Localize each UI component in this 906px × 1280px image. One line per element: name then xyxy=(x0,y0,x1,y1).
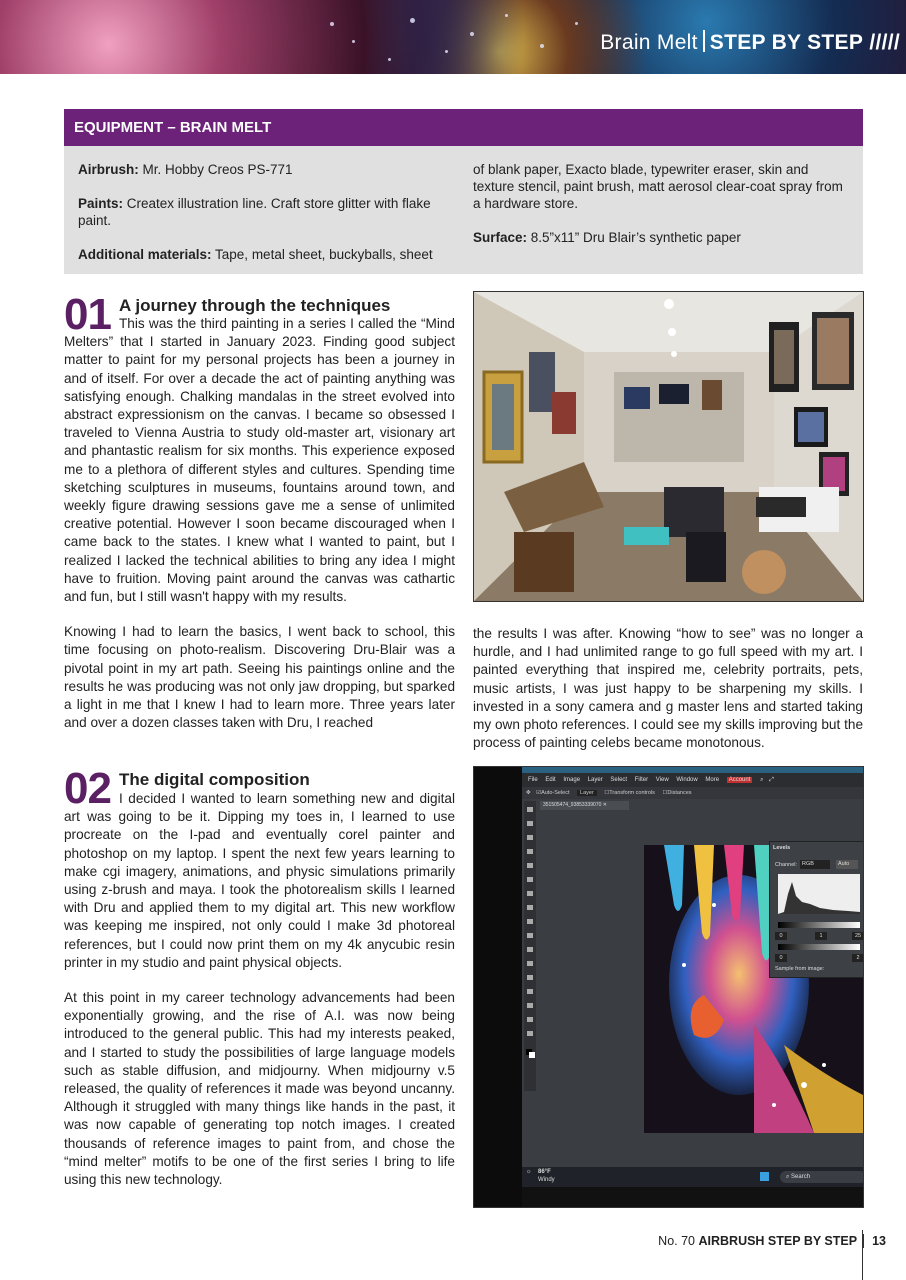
taskbar-search[interactable] xyxy=(780,1171,864,1183)
taskbar-search-icon: ⌕ xyxy=(786,1174,792,1180)
section-2-paragraph-2: At this point in my career technology advancements had been exponentially growing, and the rise of A.I. was now being introduced to the general public. This had my interests peaked, and I started to study the possibilities of large language models such as stable diffusion, and midjourny. When midjourny v.5 released, the quality of references it made was beyond uncanny. Although it struggled with many things like hands in the past, it was now capable of generating top notch images. I created thousands of reference images to paint from, and chose the “mind melter” motifs to be one of the first series I bring to life using this new technology. xyxy=(64,990,455,1188)
search-icon[interactable]: ⌕ xyxy=(760,777,764,783)
section-2-number: 02 xyxy=(64,764,111,813)
transform-checkbox[interactable]: ☐ xyxy=(604,790,610,796)
levels-input-gamma[interactable]: 1 xyxy=(815,932,827,940)
page-number: 13 xyxy=(863,1234,886,1248)
windows-start-icon[interactable] xyxy=(760,1172,769,1181)
equipment-additional xyxy=(78,246,438,263)
levels-title: Levels xyxy=(773,845,791,851)
studio-photo xyxy=(473,291,864,602)
header-slashes: ///// xyxy=(869,31,900,54)
auto-button[interactable]: Auto xyxy=(836,860,858,869)
menu-view[interactable]: View xyxy=(655,777,669,783)
weather-icon: ☼ xyxy=(526,1169,532,1175)
menu-select[interactable]: Select xyxy=(610,777,628,783)
histogram xyxy=(778,874,860,914)
header-banner xyxy=(0,0,906,74)
output-slider[interactable] xyxy=(778,944,860,950)
header-title-light: Brain Melt xyxy=(600,31,698,54)
footer-magazine: AIRBRUSH STEP BY STEP xyxy=(698,1234,858,1248)
close-icon[interactable]: ✕ xyxy=(602,802,607,808)
taskbar xyxy=(522,1167,863,1187)
weather-temp: 86°F xyxy=(538,1169,551,1175)
section-2-paragraph-1: I decided I wanted to learn something new and digital art was going to be it. Dipping my toes in, I learned to use procreate on the I-pad and eventually corel painter and photoshop on my laptop. I spent the next few years learning to make cgi imagery, animations, and physic simulations primarily using z-brush and maya. I took the photorealism skills I learned with Dru and applied them to my digital art. This new workflow was keeping me inspired, not only could I make 3d photoreal references, but I could now print them on my 4k anycubic resin printer in my studio and paint physical objects. xyxy=(64,791,455,970)
equipment-left-column xyxy=(78,161,438,280)
additional-value-continued: of blank paper, Exacto blade, typewriter eraser, skin and texture stencil, paint brush, matt aerosol clear-coat spray from a hardware store. xyxy=(473,162,843,211)
airbrush-value: Mr. Hobby Creos PS-771 xyxy=(138,162,293,177)
channel-select[interactable]: RGB xyxy=(800,860,830,869)
menu-file[interactable]: File xyxy=(528,777,538,783)
transform-label: Transform controls xyxy=(609,790,655,796)
section-1-text xyxy=(64,315,455,749)
sample-label: Sample from image: xyxy=(775,966,825,972)
channel-label: Channel: xyxy=(775,862,798,868)
paints-label: Paints: xyxy=(78,196,124,211)
surface-value: 8.5”x11” Dru Blair’s synthetic paper xyxy=(527,230,741,245)
section-1-paragraph-1: This was the third painting in a series I called the “Mind Melters” that I started in January 2023. Finding good subject matter to paint for my personal projects has been a journey in and of itself. For over a decade the act of painting anything was satisfying enough. Chalking mandalas in the street evolved into abstract expressionism on the canvas. I became so obsessed I traveled to Vienna Austria to study old-master art, visionary art and phantastic realism for six months. This experience exposed me to a plethora of different styles and cultures. Spending time sketching sculptures in museums, fountains around town, and weekly figure drawing sessions gave me a sense of unlimited creative potential. However I soon became discouraged when I came back to the states. I knew what I wanted to paint, but I realized I lacked the technical abilities to bring any idea I might have to fruition. Moving paint around the canvas was cathartic and fun, but I still wasn't happy with my results. xyxy=(64,316,455,605)
section-2-title: The digital composition xyxy=(119,770,310,789)
file-tab[interactable] xyxy=(540,801,629,810)
equipment-surface xyxy=(473,229,845,246)
equipment-right-column xyxy=(473,161,845,263)
levels-output-white[interactable]: 2 xyxy=(852,954,864,962)
menu-image[interactable]: Image xyxy=(563,777,581,783)
menu-edit[interactable]: Edit xyxy=(545,777,556,783)
header-title-bold: STEP BY STEP xyxy=(709,31,864,54)
levels-input-white[interactable]: 25 xyxy=(852,932,864,940)
taskbar-search-label: Search xyxy=(791,1174,811,1180)
layer-select[interactable]: Layer xyxy=(577,790,597,796)
airbrush-label: Airbrush: xyxy=(78,162,139,177)
menu-window[interactable]: Window xyxy=(676,777,698,783)
page-footer xyxy=(658,1234,886,1248)
weather-text: Windy xyxy=(538,1177,555,1183)
paints-value: Createx illustration line. Craft store glitter with flake paint. xyxy=(78,196,431,228)
menu-account[interactable]: Account xyxy=(728,777,751,783)
section-1-number: 01 xyxy=(64,290,111,339)
menu-layer[interactable]: Layer xyxy=(587,777,603,783)
section-1-paragraph-2: Knowing I had to learn the basics, I went back to school, this time focusing on photo-realism. Discovering Dru-Blair was a pivotal point in my art path. Seeing his paintings online and the results he was producing was not only jaw dropping, but sparked a light in me that I knew I had to learn more. Three years later and over a dozen classes taken with Dru, I reached xyxy=(64,624,455,731)
equipment-heading: EQUIPMENT – BRAIN MELT xyxy=(64,109,863,146)
file-tab-label: 351505474_93853339070 xyxy=(543,802,602,808)
distances-checkbox[interactable]: ☐ xyxy=(662,790,668,796)
equipment-box xyxy=(64,109,863,274)
levels-panel xyxy=(769,841,864,978)
additional-value: Tape, metal sheet, buckyballs, sheet xyxy=(211,247,433,262)
section-1-title: A journey through the techniques xyxy=(119,296,391,315)
distances-label: Distances xyxy=(667,790,692,796)
studio-photo-image xyxy=(474,292,863,601)
fullscreen-icon[interactable]: ⤢ xyxy=(769,777,774,783)
equipment-paints xyxy=(78,195,438,229)
surface-label: Surface: xyxy=(473,230,528,245)
move-tool-icon[interactable]: ✥ xyxy=(526,790,531,796)
menu-more[interactable]: More xyxy=(705,777,720,783)
input-slider[interactable] xyxy=(778,922,860,928)
section-1-paragraph-2-continued: the results I was after. Knowing “how to see” was no longer a hurdle, and I had unlimited range to go full speed with my art. I painted everything that inspired me, celebrity portraits, pets, music artists, I was just happy to be sharpening my skills. I invested in a sony camera and g master lens and started taking my own photo references. I could see my skills improving but the process of painting celebs became monotonous. xyxy=(473,626,863,751)
auto-select-checkbox[interactable]: ☑ xyxy=(536,790,542,796)
options-bar xyxy=(522,787,863,799)
section-2-text xyxy=(64,790,455,1206)
header-divider xyxy=(703,30,705,52)
menu-filter[interactable]: Filter xyxy=(634,777,649,783)
header-title xyxy=(600,30,900,55)
photopea-window xyxy=(522,767,863,1187)
additional-label: Additional materials: xyxy=(78,247,212,262)
auto-select-label: Auto-Select xyxy=(541,790,570,796)
footer-issue: No. 70 xyxy=(658,1234,699,1248)
toolbox xyxy=(524,801,536,1091)
screen-photo xyxy=(473,766,864,1208)
section-1-text-continued xyxy=(473,625,863,769)
levels-output-black[interactable]: 0 xyxy=(775,954,787,962)
equipment-airbrush xyxy=(78,161,438,178)
levels-input-black[interactable]: 0 xyxy=(775,932,787,940)
menu-bar xyxy=(522,773,863,787)
toolbox-icons[interactable] xyxy=(524,801,536,1091)
